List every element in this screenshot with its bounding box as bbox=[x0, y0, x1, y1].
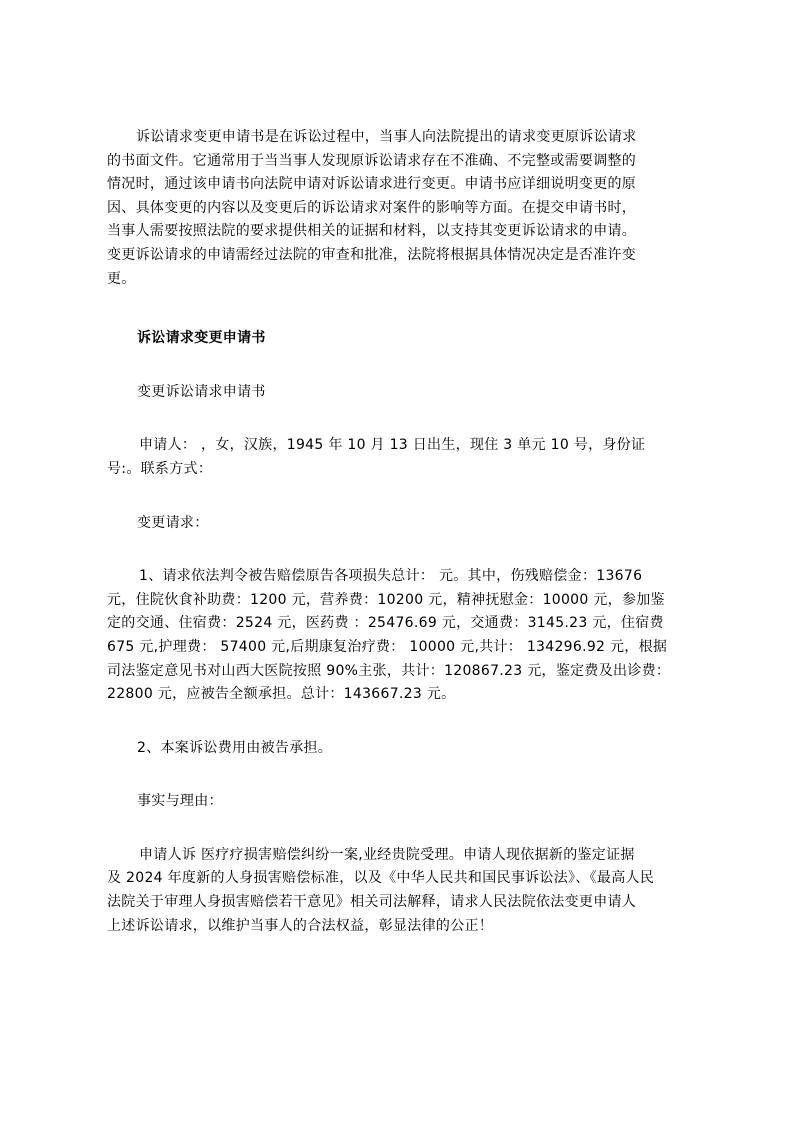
request-line: 司法鉴定意见书对山西大医院按照 90%主张，共计：120867.23 元，鉴定费及出诊费： bbox=[107, 662, 671, 679]
document-title: 诉讼请求变更申请书 bbox=[137, 330, 266, 347]
intro-line: 当事人需要按照法院的要求提供相关的证据和材料，以支持其变更诉讼请求的申请。 bbox=[107, 223, 637, 240]
intro-line: 变更诉讼请求的申请需经过法院的审查和批准，法院将根据具体情况决定是否准许变 bbox=[107, 246, 637, 263]
facts-paragraph bbox=[107, 844, 699, 938]
document-subtitle: 变更诉讼请求申请书 bbox=[137, 383, 266, 400]
facts-line: 法院关于审理人身损害赔偿若干意见》相关司法解释，请求人民法院依法变更申请人 bbox=[107, 894, 637, 911]
request-line: 22800 元，应被告全额承担。总计：143667.23 元。 bbox=[107, 686, 456, 703]
facts-label: 事实与理由： bbox=[137, 793, 223, 810]
intro-line: 诉讼请求变更申请书是在诉讼过程中，当事人向法院提出的请求变更原诉讼请求 bbox=[136, 129, 637, 145]
facts-line: 及 2024 年度新的人身损害赔偿标准，以及《中华人民共和国民事诉讼法》、《最高人民 bbox=[107, 870, 655, 887]
intro-line: 的书面文件。它通常用于当当事人发现原诉讼请求存在不准确、不完整或需要调整的 bbox=[107, 152, 637, 169]
intro-line: 更。 bbox=[107, 270, 136, 287]
intro-line: 因、具体变更的内容以及变更后的诉讼请求对案件的影响等方面。在提交申请书时， bbox=[107, 199, 637, 216]
intro-paragraph bbox=[107, 126, 699, 291]
applicant-line: 号:。联系方式： bbox=[107, 460, 213, 477]
intro-line: 情况时，通过该申请书向法院申请对诉讼请求进行变更。申请书应详细说明变更的原 bbox=[107, 176, 637, 193]
request-item-2: 2、本案诉讼费用由被告承担。 bbox=[137, 739, 333, 756]
request-item-1 bbox=[107, 565, 699, 707]
applicant-paragraph bbox=[107, 434, 699, 481]
request-line: 定的交通、住宿费：2524 元，医药费 ：25476.69 元，交通费：3145.23 元，住宿费 bbox=[107, 615, 664, 632]
applicant-line: 申请人： ，女，汉族，1945 年 10 月 13 日出生，现住 3 单元 10 号，身份证 bbox=[139, 437, 646, 454]
request-line: 1、请求依法判令被告赔偿原告各项损失总计： 元。其中，伤残赔偿金：13676 bbox=[139, 568, 643, 585]
facts-line: 申请人诉 医疗疗损害赔偿纠纷一案,业经贵院受理。申请人现依据新的鉴定证据 bbox=[139, 846, 635, 863]
facts-line: 上述诉讼请求，以维护当事人的合法权益，彰显法律的公正！ bbox=[107, 917, 494, 934]
change-request-label: 变更请求： bbox=[137, 514, 209, 531]
document-body bbox=[107, 126, 699, 938]
request-line: 元，住院伙食补助费：1200 元，营养费：10200 元，精神抚慰金：10000 元，参加鉴 bbox=[107, 591, 665, 608]
request-line: 675 元,护理费： 57400 元,后期康复治疗费： 10000 元,共计： 134296.92 元，根据 bbox=[107, 638, 668, 655]
